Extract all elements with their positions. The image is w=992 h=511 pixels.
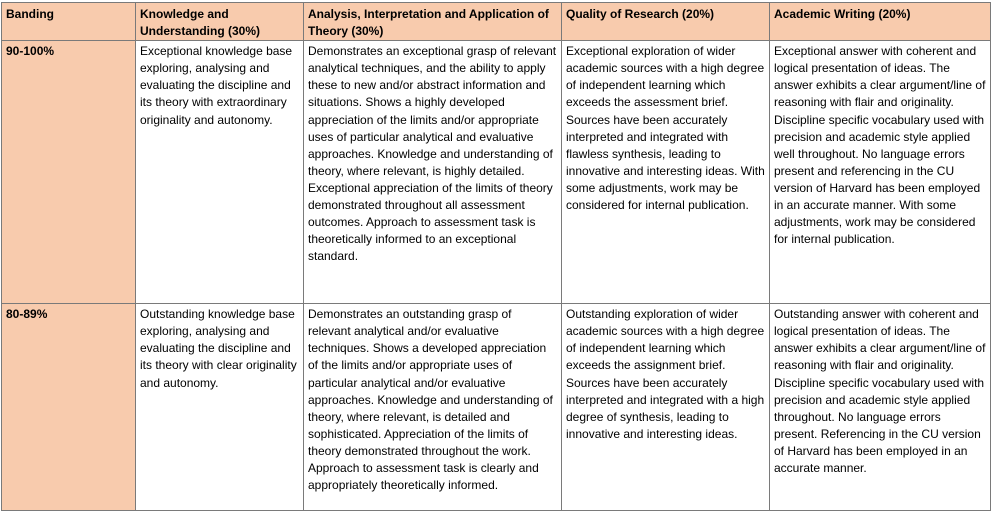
header-analysis: Analysis, Interpretation and Application of Theory (30%) (304, 3, 562, 41)
band-cell: 80-89% (2, 304, 136, 511)
header-research: Quality of Research (20%) (562, 3, 770, 41)
writing-cell: Exceptional answer with coherent and logical presentation of ideas. The answer exhibits a clear argument/line of reasoning with flair and originality. Discipline specific vocabulary used with precision and academic style applied well throughout. No language errors present and referencing in the CU version of Harvard has been employed in an accurate manner. With some adjustments, work may be considered for internal publication. (770, 41, 991, 304)
analysis-cell: Demonstrates an exceptional grasp of relevant analytical techniques, and the ability to apply these to new and/or abstract information and situations. Shows a highly developed appreciation of the limits and/or appropriate uses of particular analytical and evaluative approaches. Knowledge and understanding of theory, where relevant, is highly detailed. Exceptional appreciation of the limits of theory demonstrated throughout all assessment outcomes. Approach to assessment task is theoretically informed to an exceptional standard. (304, 41, 562, 304)
research-cell: Exceptional exploration of wider academic sources with a high degree of independent learning which exceeds the assessment brief. Sources have been accurately interpreted and integrated with flawless synthesis, leading to innovative and interesting ideas. With some adjustments, work may be considered for internal publication. (562, 41, 770, 304)
knowledge-cell: Exceptional knowledge base exploring, analysing and evaluating the discipline and its theory with extraordinary originality and autonomy. (136, 41, 304, 304)
marking-rubric-table (1, 2, 991, 511)
header-row (2, 3, 991, 41)
table-row (2, 41, 991, 304)
band-cell: 90-100% (2, 41, 136, 304)
header-banding: Banding (2, 3, 136, 41)
research-cell: Outstanding exploration of wider academic sources with a high degree of independent learning which exceeds the assignment brief. Sources have been accurately interpreted and integrated with a high degree of synthesis, leading to innovative and interesting ideas. (562, 304, 770, 511)
writing-cell: Outstanding answer with coherent and logical presentation of ideas. The answer exhibits a clear argument/line of reasoning with flair and originality. Discipline specific vocabulary used with precision and academic style applied throughout. No language errors present. Referencing in the CU version of Harvard has been employed in an accurate manner. (770, 304, 991, 511)
knowledge-cell: Outstanding knowledge base exploring, analysing and evaluating the discipline and its theory with clear originality and autonomy. (136, 304, 304, 511)
table-row (2, 304, 991, 511)
analysis-cell: Demonstrates an outstanding grasp of relevant analytical and/or evaluative techniques. Shows a developed appreciation of the limits and/or appropriate uses of particular analytical and/or evaluative approaches. Knowledge and understanding of theory, where relevant, is detailed and sophisticated. Appreciation of the limits of theory demonstrated throughout the work. Approach to assessment task is clearly and appropriately theoretically informed. (304, 304, 562, 511)
header-writing: Academic Writing (20%) (770, 3, 991, 41)
header-knowledge: Knowledge and Understanding (30%) (136, 3, 304, 41)
